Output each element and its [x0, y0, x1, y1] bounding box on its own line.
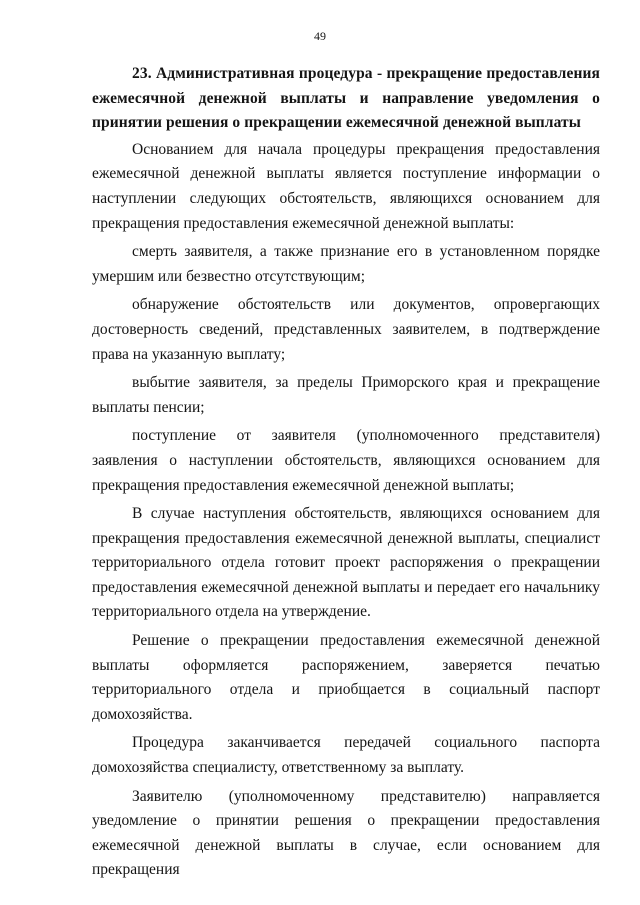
paragraph-death: смерть заявителя, а также признание его в установленном порядке умершим или безвестно отсутствующим;	[92, 243, 600, 285]
document-body	[92, 62, 600, 883]
paragraph-documents: обнаружение обстоятельств или документов, опровергающих достоверность сведений, представленных заявителем, в подтверждение права на указанную выплату;	[92, 296, 600, 363]
paragraph-departure: выбытие заявителя, за пределы Приморского края и прекращение выплаты пенсии;	[92, 374, 600, 416]
page-number: 49	[314, 29, 326, 43]
paragraph-procedure-end: Процедура заканчивается передачей социального паспорта домохозяйства специалисту, ответственному за выплату.	[92, 734, 600, 777]
paragraph-grounds: Основанием для начала процедуры прекращения предоставления ежемесячной денежной выплаты является поступление информации о наступлении следующих обстоятельств, являющихся основанием для прекращения предоставления ежемесячной денежной выплаты:	[92, 140, 600, 232]
paragraph-application: поступление от заявителя (уполномоченного представителя) заявления о наступлении обстоятельств, являющихся основанием для прекращения предоставления ежемесячной денежной выплаты;	[92, 427, 600, 494]
section-heading: 23. Административная процедура - прекращение предоставления ежемесячной денежной выплаты и направление уведомления о принятии решения о прекращении ежемесячной денежной выплаты	[92, 65, 600, 132]
paragraph-decision: Решение о прекращении предоставления ежемесячной денежной выплаты оформляется распоряжением, заверяется печатью территориального отдела и приобщается в социальный паспорт домохозяйства.	[92, 632, 600, 723]
paragraph-procedure-case: В случае наступления обстоятельств, являющихся основанием для прекращения предоставления ежемесячной денежной выплаты, специалист территориального отдела готовит проект распоряжения о прекращении предоставления ежемесячной денежной выплаты и передает его начальнику территориального отдела на утверждение.	[92, 505, 600, 621]
paragraph-notification: Заявителю (уполномоченному представителю) направляется уведомление о принятии решения о прекращении предоставления ежемесячной денежной выплаты в случае, если основанием для прекращения	[92, 787, 600, 879]
